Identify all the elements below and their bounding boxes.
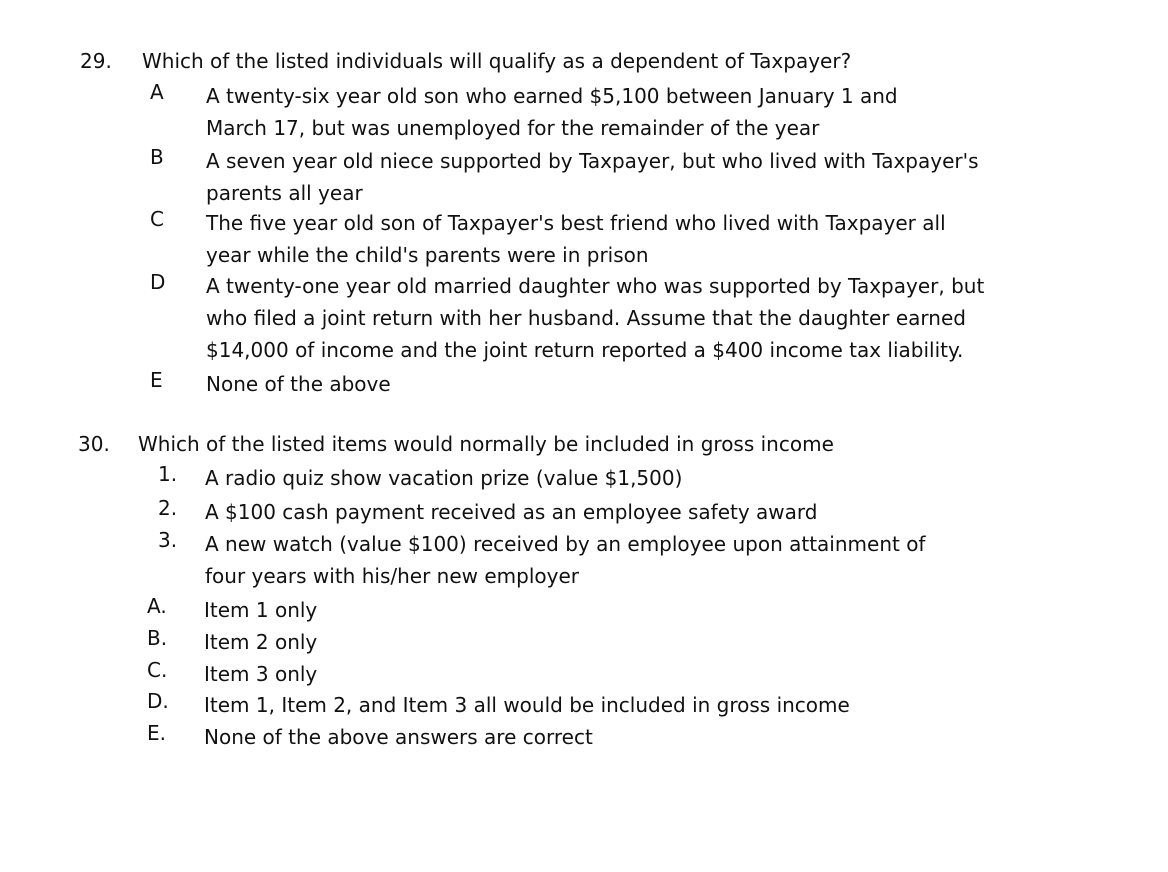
question-text: Which of the listed individuals will qualify as a dependent of Taxpayer? — [142, 49, 852, 73]
option-text: A seven year old niece supported by Taxpayer, but who lived with Taxpayer's parents all year — [206, 149, 979, 205]
item-text: A new watch (value $100) received by an employee upon attainment of four years with his/her new employer — [205, 532, 926, 588]
option-text: Item 1 only — [204, 598, 318, 622]
question-number: 29. — [80, 49, 112, 73]
item-label: 1. — [158, 462, 178, 486]
question-text: Which of the listed items would normally be included in gross income — [138, 432, 834, 456]
option-text: Item 2 only — [204, 630, 318, 654]
question-number: 30. — [78, 432, 110, 456]
option-label: A — [150, 80, 164, 104]
option-text: Item 1, Item 2, and Item 3 all would be included in gross income — [204, 693, 850, 717]
option-label: E — [150, 368, 163, 392]
item-text: A radio quiz show vacation prize (value $1,500) — [205, 466, 683, 490]
option-text: The five year old son of Taxpayer's best friend who lived with Taxpayer all year while the child's parents were in prison — [206, 211, 946, 267]
option-label: B. — [147, 626, 168, 650]
option-label: B — [150, 145, 164, 169]
option-text: A twenty-six year old son who earned $5,100 between January 1 and March 17, but was unemployed for the remainder of the year — [206, 84, 898, 140]
item-text: A $100 cash payment received as an employee safety award — [205, 500, 818, 524]
option-label: D. — [147, 689, 169, 713]
option-text: None of the above — [206, 372, 391, 396]
option-label: E. — [147, 721, 166, 745]
option-text: Item 3 only — [204, 662, 318, 686]
option-text: None of the above answers are correct — [204, 725, 593, 749]
option-label: C — [150, 207, 164, 231]
option-label: C. — [147, 658, 168, 682]
option-text: A twenty-one year old married daughter who was supported by Taxpayer, but who filed a joint return with her husband. Assume that the daughter earned $14,000 of income and the joint return reported a $400 income tax liability. — [206, 274, 985, 362]
option-label: A. — [147, 594, 167, 618]
item-label: 2. — [158, 496, 178, 520]
item-label: 3. — [158, 528, 178, 552]
option-label: D — [150, 270, 166, 294]
